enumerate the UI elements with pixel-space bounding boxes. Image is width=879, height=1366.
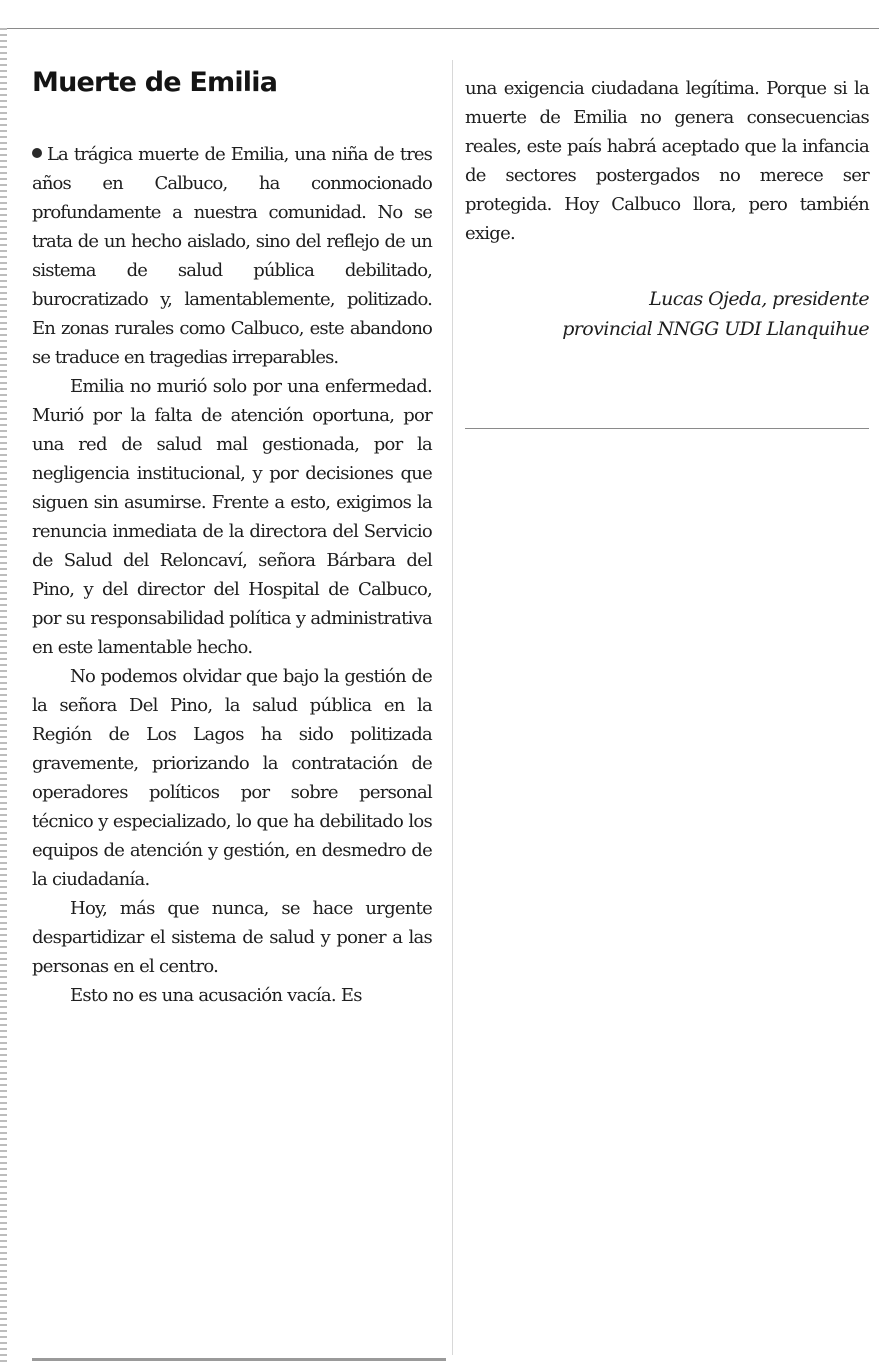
article-headline: Muerte de Emilia xyxy=(32,67,278,98)
top-rule xyxy=(0,28,879,29)
paragraph-4: Hoy, más que nunca, se hace urgente despartidizar el sistema de salud y poner a las personas en el centro. xyxy=(32,898,432,977)
column-left xyxy=(32,62,432,1010)
signature xyxy=(465,284,869,344)
paragraph-3: No podemos olvidar que bajo la gestión de la señora Del Pino, la salud pública en la Región de Los Lagos ha sido politizada gravemente, priorizando la contratación de operadores políticos por sobre personal técnico y especializado, lo que ha debilitado los equipos de atención y gestión, en desmedro de la ciudadanía. xyxy=(32,666,432,890)
paragraph-1-text: La trágica muerte de Emilia, una niña de tres años en Calbuco, ha conmocionado profundamente a nuestra comunidad. No se trata de un hecho aislado, sino del reflejo de un sistema de salud pública debilitado, burocratizado y, lamentablemente, politizado. En zonas rurales como Calbuco, este abandono se traduce en tragedias irreparables. xyxy=(32,144,432,368)
paragraph-1 xyxy=(32,140,432,372)
column-divider xyxy=(452,60,453,1355)
page-edge xyxy=(0,28,7,1363)
paragraph-5-start: Esto no es una acusación vacía. Es xyxy=(70,985,362,1006)
paragraph-5-continued: una exigencia ciudadana legítima. Porque si la muerte de Emilia no genera consecuencias reales, este país habrá aceptado que la infancia de sectores postergados no merece ser protegida. Hoy Calbuco llora, pero también exige. xyxy=(465,78,869,244)
paragraph-2: Emilia no murió solo por una enfermedad. Murió por la falta de atención oportuna, por una red de salud mal gestionada, por la negligencia institucional, y por decisiones que siguen sin asumirse. Frente a esto, exigimos la renuncia inmediata de la directora del Servicio de Salud del Reloncaví, señora Bárbara del Pino, y del director del Hospital de Calbuco, por su responsabilidad política y administrativa en este lamentable hecho. xyxy=(32,376,432,658)
signature-line-1: Lucas Ojeda, presidente xyxy=(649,288,869,310)
signature-rule xyxy=(465,428,869,429)
signature-line-2: provincial NNGG UDI Llanquihue xyxy=(562,318,869,340)
bullet-icon xyxy=(32,148,42,158)
column-right xyxy=(465,74,869,344)
bottom-rule xyxy=(32,1358,446,1361)
